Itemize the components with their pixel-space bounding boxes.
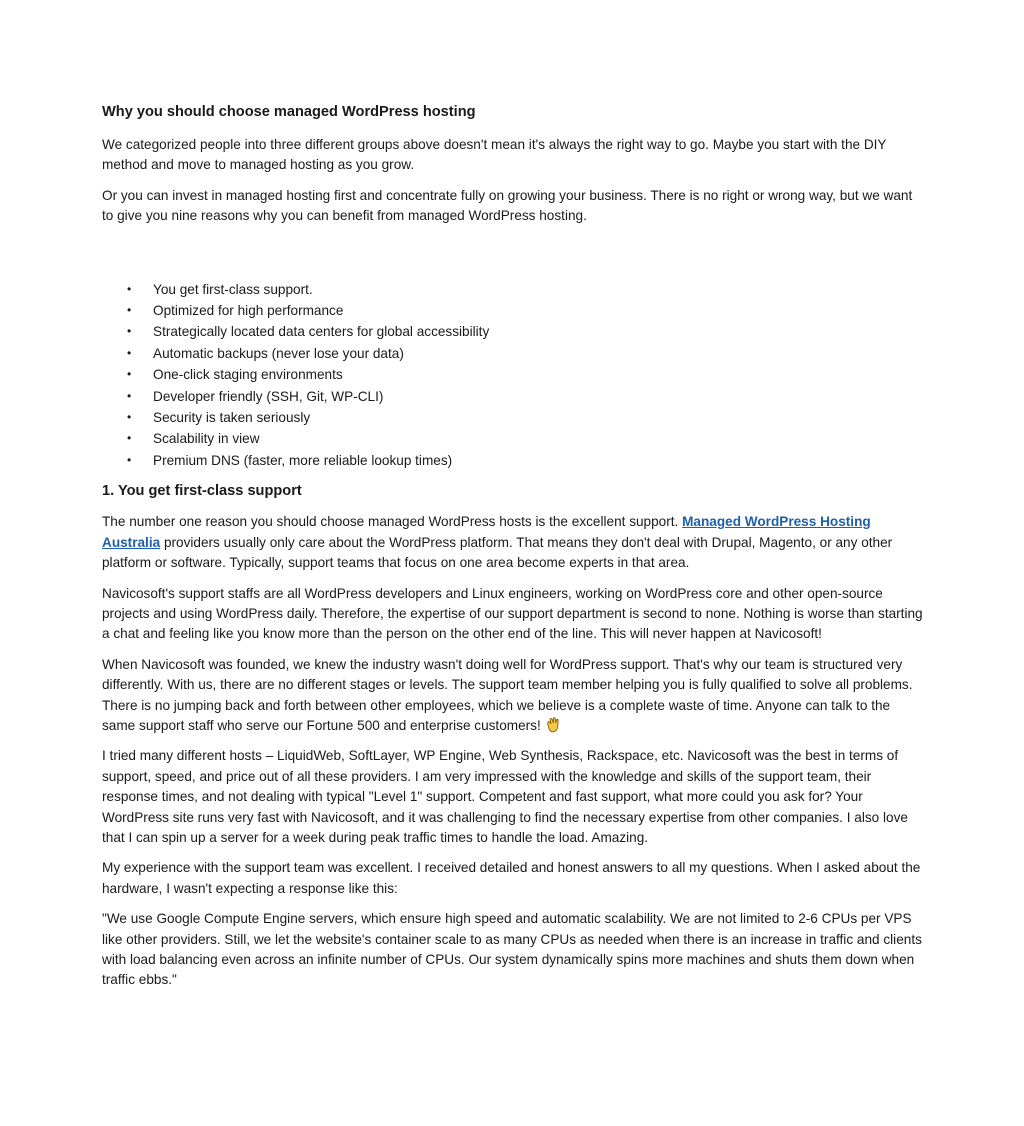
- list-item: [102, 386, 924, 407]
- list-item-text: Scalability in view: [153, 431, 260, 447]
- support-paragraph-3: [102, 655, 924, 737]
- support-paragraph-1-lead: The number one reason you should choose managed WordPress hosts is the excellent support.: [102, 514, 683, 530]
- list-item: [102, 321, 924, 342]
- bullet-icon: •: [127, 324, 132, 339]
- intro-paragraph-2: Or you can invest in managed hosting first and concentrate fully on growing your business. There is no right or wrong way, but we want to give you nine reasons why you can benefit from managed WordPress hosting.: [102, 187, 913, 224]
- list-item-text: Automatic backups (never lose your data): [153, 345, 404, 361]
- list-item-text: Premium DNS (faster, more reliable lookup times): [153, 452, 453, 468]
- list-item-text: One-click staging environments: [153, 367, 343, 383]
- list-item: [102, 364, 924, 385]
- testimonial-paragraph: I tried many different hosts – LiquidWeb, SoftLayer, WP Engine, Web Synthesis, Rackspace, etc. Navicosoft was the best in terms of support, speed, and price out of all these providers. I am very impressed with the knowledge and skills of the support team, their response times, and not dealing with typical "Level 1" support. Competent and fast support, what more could you ask for? Your WordPress site runs very fast with Navicosoft, and it was challenging to find the necessary expertise from other companies. I also love that I can spin up a server for a week during peak traffic times to handle the load. Amazing.: [102, 748, 908, 845]
- section-heading-first-class-support: 1. You get first-class support: [102, 483, 302, 500]
- bullet-icon: •: [127, 388, 132, 403]
- bullet-icon: •: [127, 303, 132, 318]
- list-item-text: Optimized for high performance: [153, 303, 344, 319]
- list-item-text: Strategically located data centers for global accessibility: [153, 324, 490, 340]
- list-item-text: You get first-class support.: [153, 281, 313, 297]
- support-paragraph-1: [102, 512, 924, 573]
- bullet-icon: •: [127, 410, 132, 425]
- list-item: [102, 343, 924, 364]
- quoted-response-paragraph: "We use Google Compute Engine servers, which ensure high speed and automatic scalability. We are not limited to 2-6 CPUs per VPS like other providers. Still, we let the website's container scale to as many CPUs as needed when there is an increase in traffic and clients with load balancing even across an infinite number of CPUs. Our system dynamically spins more machines and shuts them down when traffic ebbs.": [102, 911, 922, 988]
- bullet-icon: •: [127, 452, 132, 467]
- managed-wordpress-hosting-australia-link[interactable]: Managed WordPress Hosting Australia: [102, 514, 871, 550]
- document-page: [102, 102, 924, 1001]
- list-item: [102, 300, 924, 321]
- list-item: [102, 450, 924, 471]
- bullet-icon: •: [127, 431, 132, 446]
- support-paragraph-2: Navicosoft's support staffs are all WordPress developers and Linux engineers, working on WordPress core and other open-source projects and using WordPress daily. Therefore, the expertise of our support department is second to none. Nothing is worse than starting a chat and feeling like you know more than the person on the other end of the line. This will never happen at Navicosoft!: [102, 585, 923, 642]
- clapping-hands-icon: [545, 716, 561, 733]
- list-item: [102, 407, 924, 428]
- section-heading-why-managed: Why you should choose managed WordPress hosting: [102, 104, 476, 120]
- bullet-icon: •: [127, 367, 132, 382]
- list-item: [102, 428, 924, 449]
- list-item-text: Security is taken seriously: [153, 410, 311, 426]
- intro-paragraph-1: We categorized people into three different groups above doesn't mean it's always the right way to go. Maybe you start with the DIY method and move to managed hosting as you grow.: [102, 137, 887, 173]
- list-item: [102, 279, 924, 300]
- bullet-icon: •: [127, 281, 132, 296]
- support-paragraph-3-text: When Navicosoft was founded, we knew the industry wasn't doing well for WordPress support. That's why our team is structured very differently. With us, there are no different stages or levels. The support team member helping you is fully qualified to solve all problems. There is no jumping back and forth between other employees, which we believe is a complete waste of time. Anyone can talk to the same support staff who serve our Fortune 500 and enterprise customers!: [102, 656, 913, 733]
- experience-paragraph: My experience with the support team was excellent. I received detailed and honest answers to all my questions. When I asked about the hardware, I wasn't expecting a response like this:: [102, 860, 921, 896]
- reasons-list: [102, 279, 924, 472]
- support-paragraph-1-tail: providers usually only care about the WordPress platform. That means they don't deal with Drupal, Magento, or any other platform or software. Typically, support teams that focus on one area become experts in that area.: [102, 534, 893, 571]
- list-item-text: Developer friendly (SSH, Git, WP-CLI): [153, 388, 384, 404]
- bullet-icon: •: [127, 345, 132, 360]
